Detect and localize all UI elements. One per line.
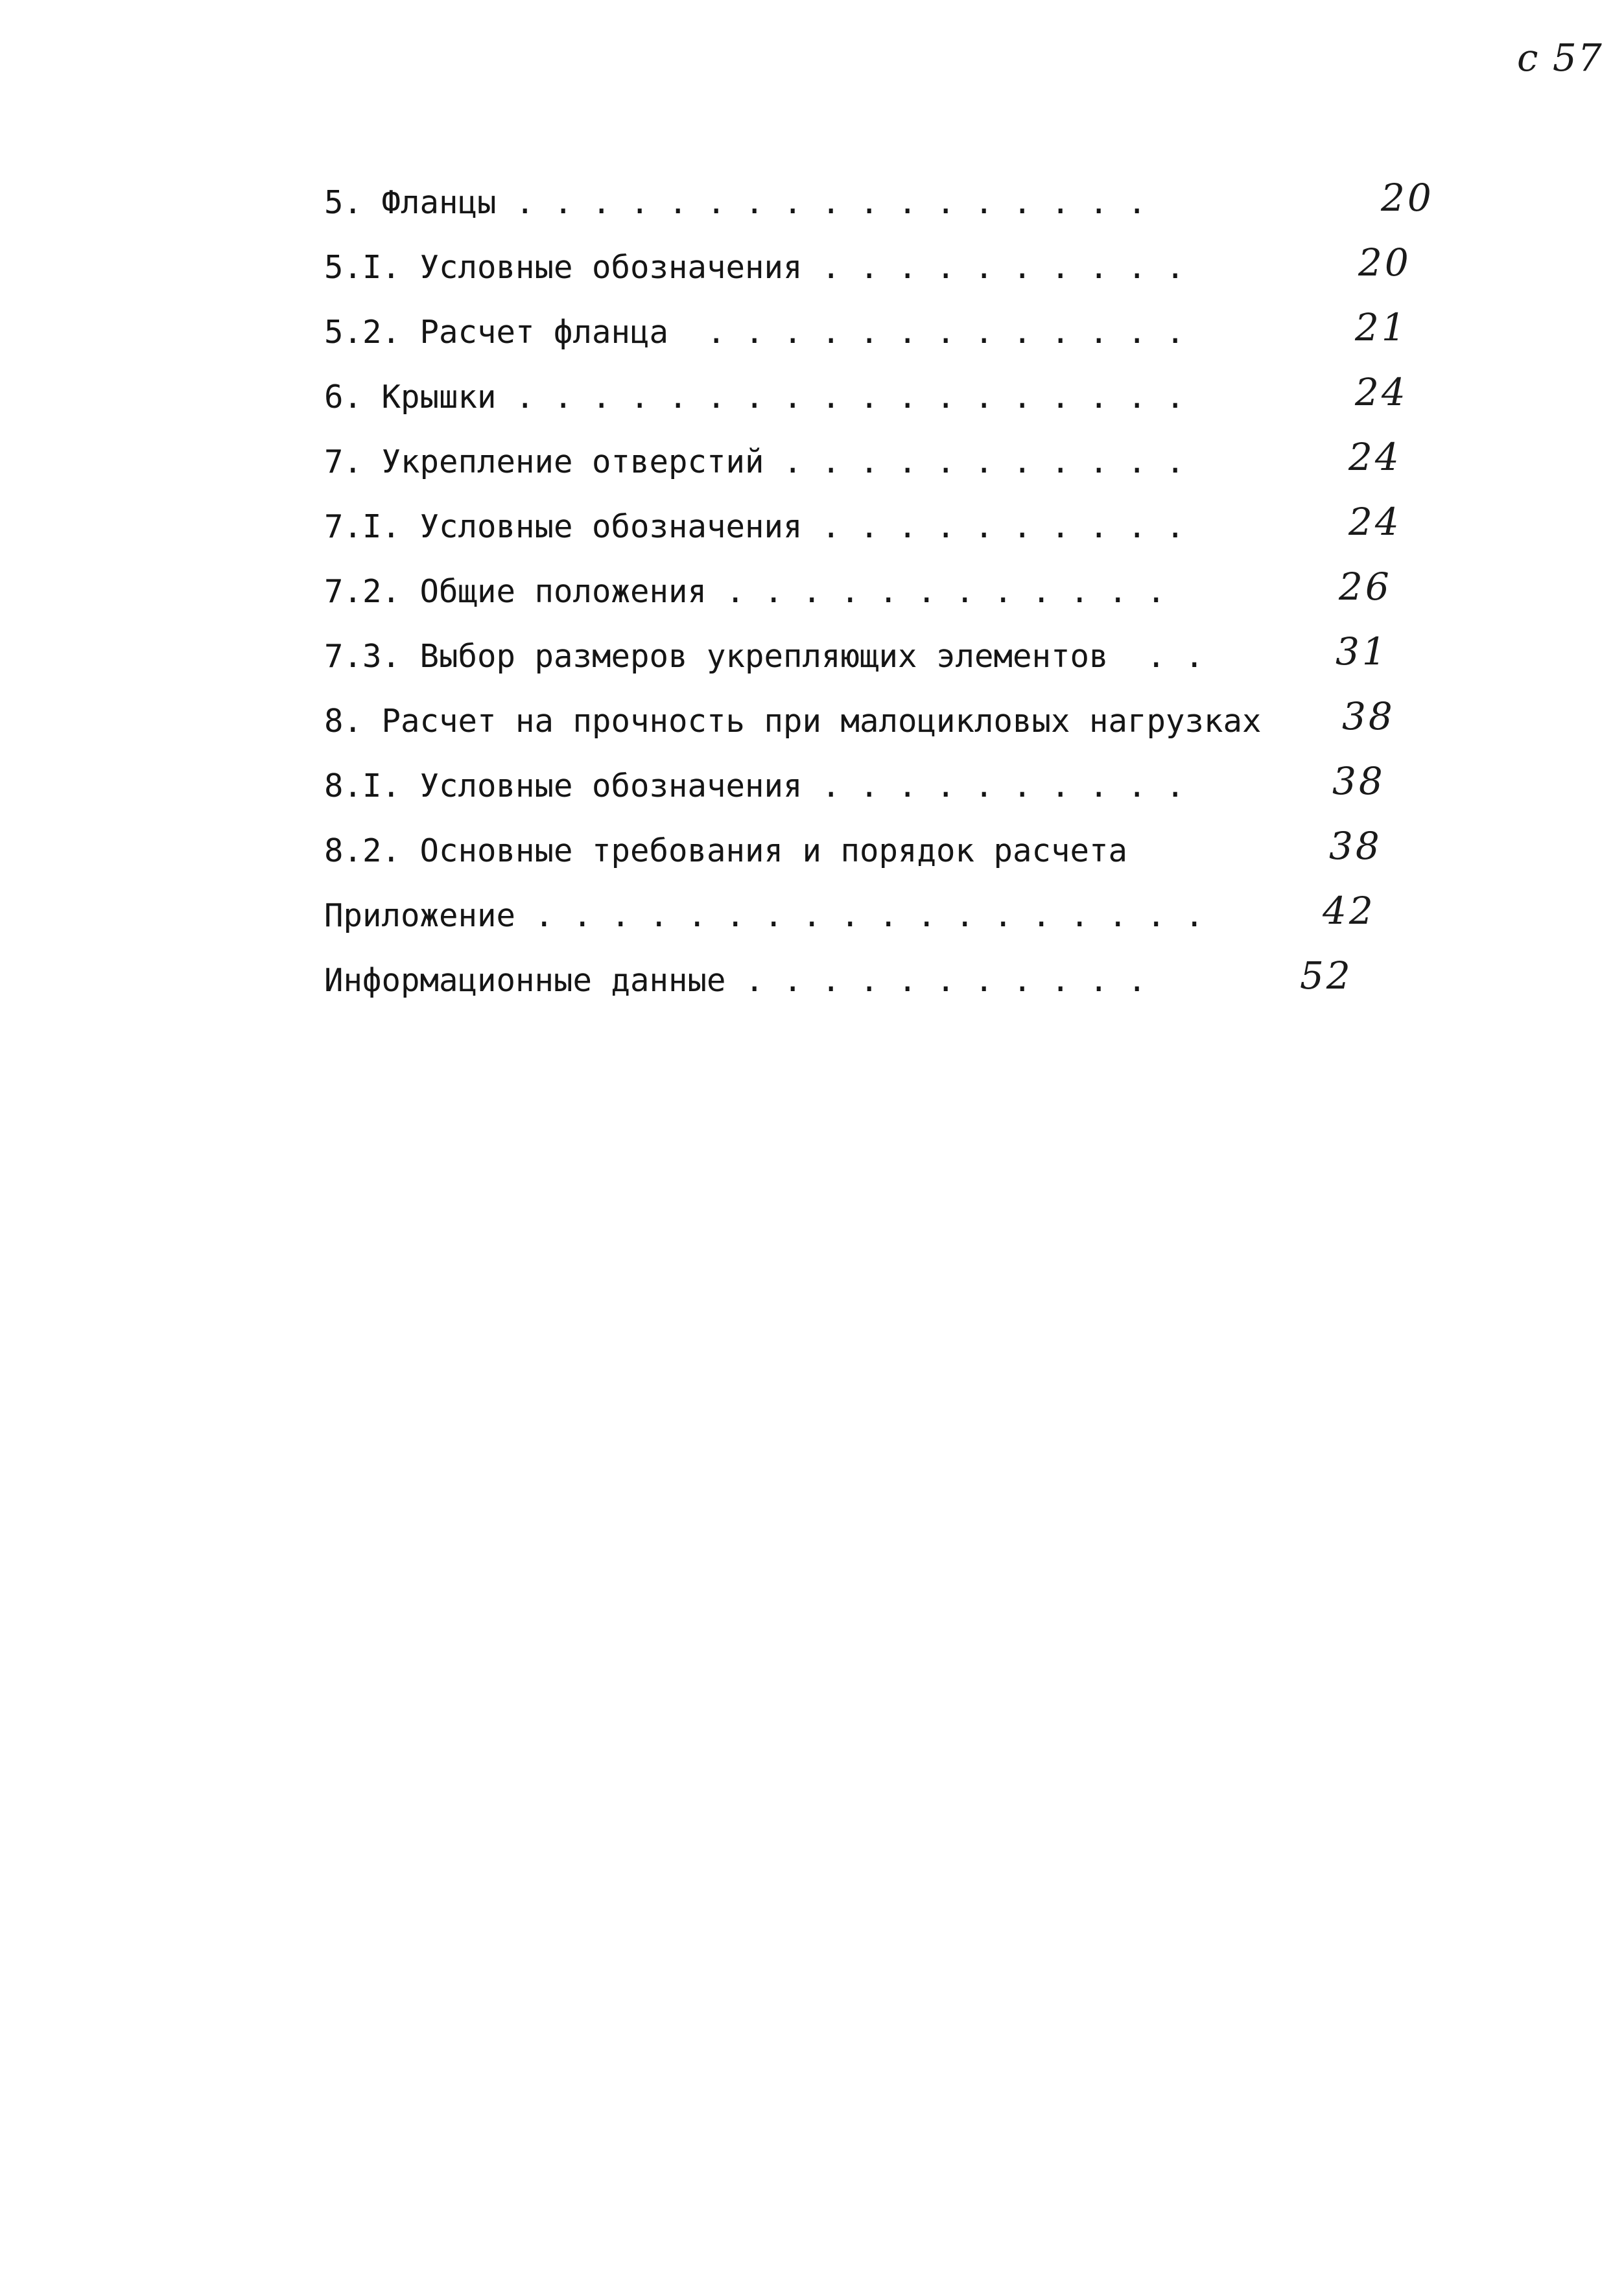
toc-entry-title: Приложение . . . . . . . . . . . . . . . . . . [324,897,1205,934]
toc-entry-title: Информационные данные . . . . . . . . . . . [324,962,1147,999]
toc-entry-title: 8.I. Условные обозначения . . . . . . . . . . [324,768,1185,804]
toc-entry-page: 38 [1332,759,1385,803]
toc-entry [324,820,1465,885]
toc-entry-title: 5. Фланцы . . . . . . . . . . . . . . . . . [324,184,1147,221]
toc-entry-page: 31 [1336,629,1389,674]
toc-entry [324,690,1465,755]
toc-entry-title: 8. Расчет на прочность при малоцикловых нагрузках [324,703,1262,740]
toc-entry-page: 20 [1381,176,1434,220]
toc-entry [324,885,1465,950]
toc-entry [324,755,1465,820]
toc-entry [324,626,1465,690]
toc-entry-page: 24 [1348,500,1402,544]
table-of-contents [324,172,1465,1014]
toc-entry [324,172,1465,237]
toc-entry [324,950,1465,1014]
toc-entry [324,496,1465,561]
toc-entry-title: 5.2. Расчет фланца . . . . . . . . . . . . . [324,314,1185,351]
toc-entry-page: 38 [1342,694,1395,738]
toc-entry-page: 21 [1355,305,1408,349]
toc-entry-page: 20 [1358,240,1411,285]
toc-entry-title: 8.2. Основные требования и порядок расчета [324,832,1128,869]
toc-entry-title: 6. Крышки . . . . . . . . . . . . . . . . . . [324,379,1185,416]
toc-entry-title: 7.I. Условные обозначения . . . . . . . . . . [324,508,1185,545]
toc-entry-page: 24 [1348,435,1402,479]
toc-entry-title: 7. Укрепление отверстий . . . . . . . . . . . [324,443,1185,480]
toc-entry-page: 52 [1300,954,1353,998]
toc-entry-title: 5.I. Условные обозначения . . . . . . . . . . [324,249,1185,286]
toc-entry [324,366,1465,431]
toc-entry-page: 42 [1323,889,1376,933]
toc-entry [324,237,1465,301]
toc-entry [324,561,1465,626]
toc-entry [324,301,1465,366]
toc-entry [324,431,1465,496]
toc-entry-title: 7.2. Общие положения . . . . . . . . . . . . [324,573,1166,610]
toc-entry-page: 26 [1339,565,1392,609]
page-marker: с 57 [1517,36,1603,80]
toc-entry-title: 7.3. Выбор размеров укрепляющих элементов . . [324,638,1205,675]
toc-entry-page: 24 [1355,370,1408,414]
toc-entry-page: 38 [1329,824,1382,868]
